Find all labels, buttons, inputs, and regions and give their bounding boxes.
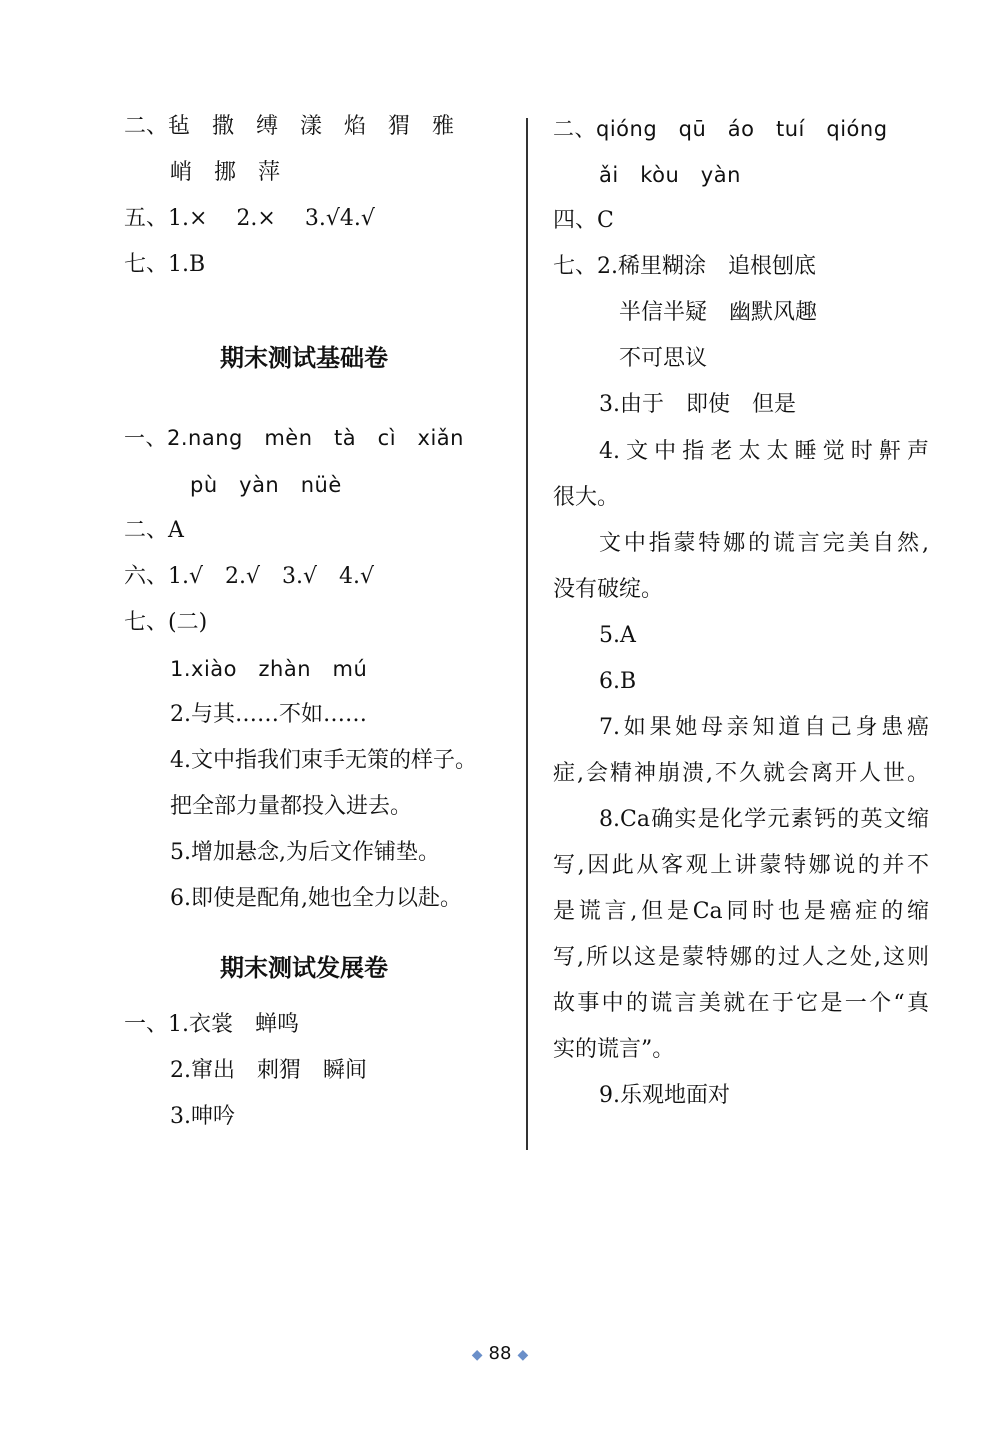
answer-line: 3.由于 即使 但是 bbox=[599, 392, 796, 417]
answer-line: 四、C bbox=[553, 208, 614, 233]
section-title: 期末测试基础卷 bbox=[220, 344, 388, 372]
answer-line: 5.A bbox=[599, 623, 636, 648]
answer-line: 1.xiào zhàn mú bbox=[170, 657, 368, 681]
diamond-ornament-icon: ◆ bbox=[517, 1347, 529, 1363]
answer-line: 七、(二) bbox=[124, 610, 208, 635]
answer-line: 2.与其……不如…… bbox=[170, 702, 367, 727]
answer-line: 写,所以这是蒙特娜的过人之处,这则 bbox=[553, 945, 929, 970]
answer-line: 二、qióng qū áo tuí qióng bbox=[553, 117, 888, 141]
answer-line: 五、1.× 2.× 3.√4.√ bbox=[124, 206, 375, 231]
page-number bbox=[0, 1343, 1000, 1364]
answer-line: 症,会精神崩溃,不久就会离开人世。 bbox=[553, 761, 929, 786]
answer-line: 没有破绽。 bbox=[553, 577, 664, 602]
answer-line: 2.窜出 刺猬 瞬间 bbox=[170, 1058, 367, 1083]
answer-line: 七、2.稀里糊涂 追根刨底 bbox=[553, 254, 816, 279]
answer-line: 9.乐观地面对 bbox=[599, 1083, 730, 1108]
answer-line: 很大。 bbox=[553, 485, 620, 510]
answer-line: 一、2.nang mèn tà cì xiǎn bbox=[124, 426, 464, 450]
answer-line: 3.呻吟 bbox=[170, 1104, 235, 1129]
answer-line: 文中指蒙特娜的谎言完美自然, bbox=[599, 531, 929, 556]
answer-line: 峭 挪 萍 bbox=[170, 160, 281, 185]
answer-line: 8.Ca确实是化学元素钙的英文缩 bbox=[599, 807, 929, 832]
page-number-text: 88 bbox=[488, 1343, 512, 1364]
diamond-ornament-icon: ◆ bbox=[471, 1347, 483, 1363]
answer-line: 是谎言,但是Ca同时也是癌症的缩 bbox=[553, 899, 929, 924]
answer-line: 4.文中指老太太睡觉时鼾声 bbox=[599, 439, 929, 464]
answer-line: 一、1.衣裳 蝉鸣 bbox=[124, 1012, 299, 1037]
answer-line: 实的谎言”。 bbox=[553, 1037, 675, 1062]
answer-line: 把全部力量都投入进去。 bbox=[170, 794, 413, 819]
answer-line: 二、A bbox=[124, 518, 184, 543]
answer-line: ǎi kòu yàn bbox=[599, 163, 741, 187]
answer-line: 七、1.B bbox=[124, 252, 206, 277]
answer-line: 6.B bbox=[599, 669, 637, 694]
answer-line: 二、毡 撒 缚 漾 焰 猬 雅 bbox=[124, 114, 455, 139]
answer-line: 不可思议 bbox=[619, 346, 708, 371]
answer-line: 六、1.√ 2.√ 3.√ 4.√ bbox=[124, 564, 375, 589]
answer-line: 故事中的谎言美就在于它是一个“真 bbox=[553, 991, 929, 1016]
answer-line: pù yàn nüè bbox=[190, 473, 342, 497]
answer-line: 半信半疑 幽默风趣 bbox=[619, 300, 818, 325]
answer-line: 6.即使是配角,她也全力以赴。 bbox=[170, 886, 462, 911]
answer-line: 4.文中指我们束手无策的样子。 bbox=[170, 748, 477, 773]
section-title: 期末测试发展卷 bbox=[220, 954, 388, 982]
answer-line: 写,因此从客观上讲蒙特娜说的并不 bbox=[553, 853, 929, 878]
answer-line: 7.如果她母亲知道自己身患癌 bbox=[599, 715, 929, 740]
column-divider bbox=[526, 118, 528, 1150]
answer-line: 5.增加悬念,为后文作铺垫。 bbox=[170, 840, 440, 865]
